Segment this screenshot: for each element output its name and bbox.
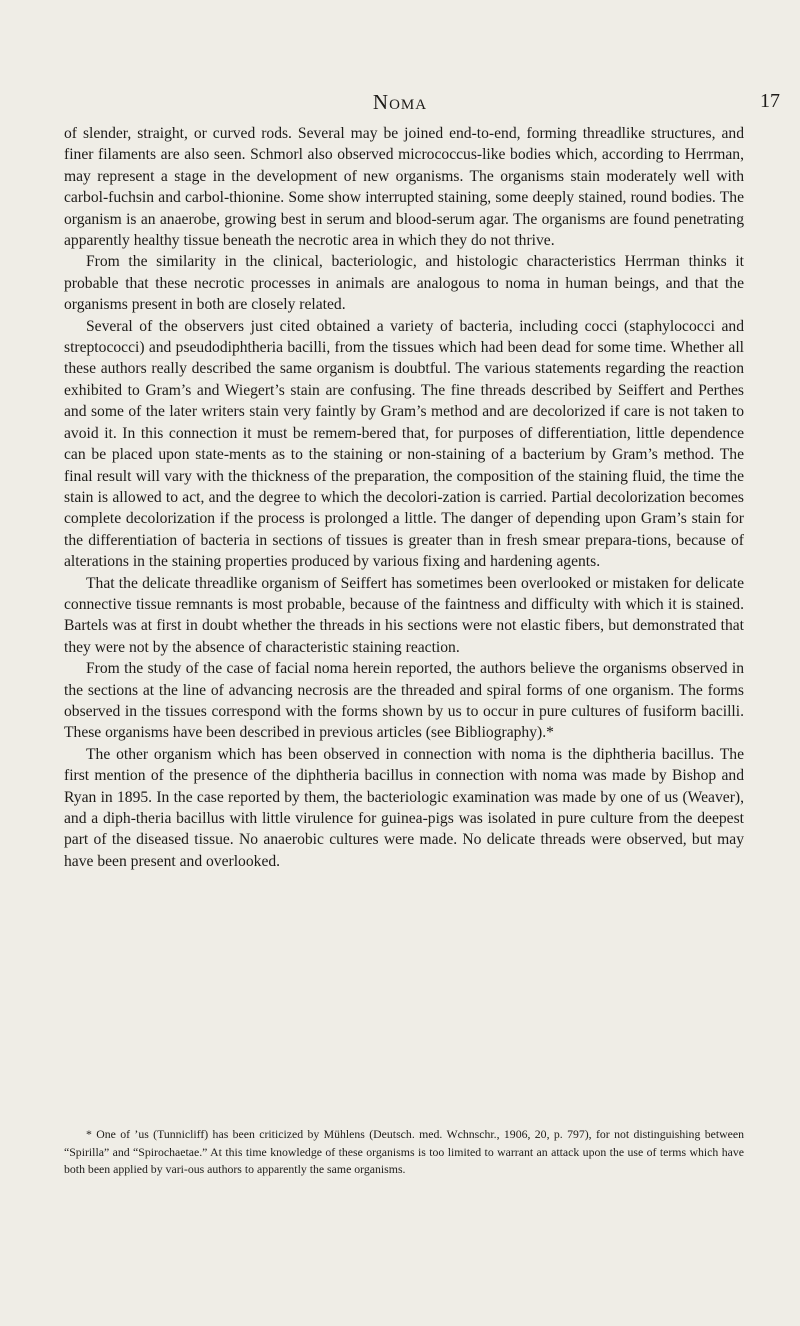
paragraph-6: The other organism which has been observed in connection with noma is the diphtheria bacillus. The first mention of the presence of the diphtheria bacillus in connection with noma was made by Bishop and Ryan in 1895. In the case reported by them, the bacteriologic examination was made by one of us (Weaver), and a diph-theria bacillus with little virulence for guinea-pigs was isolated in pure culture from the deepest part of the diseased tissue. No anaerobic cultures were made. No delicate threads were observed, but may have been present and overlooked. xyxy=(64,745,744,870)
paragraph-5: From the study of the case of facial noma herein reported, the authors believe the organisms observed in the sections at the line of advancing necrosis are the threaded and spiral forms of one organism. The forms observed in the tissues correspond with the forms shown by us to occur in pure cultures of fusiform bacilli. These organisms have been described in previous articles (see Bibliography).* xyxy=(64,660,744,742)
footnote: * One of ’us (Tunnicliff) has been criticized by Mühlens (Deutsch. med. Wchnschr., 1906, 20, p. 797), for not distinguishing between “Spirilla” and “Spirochaetae.” At this time knowledge of these organisms is too limited to warrant an attack upon the use of terms which have both been applied by vari-ous authors to apparently the same organisms. xyxy=(64,1127,744,1176)
paragraph-4: That the delicate threadlike organism of Seiffert has sometimes been overlooked or mistaken for delicate connective tissue remnants is most probable, because of the faintness and difficulty with which it is stained. Bartels was at first in doubt whether the threads in his sections were not elastic fibers, but demonstrated that they were not by the absence of characteristic staining reaction. xyxy=(64,574,744,656)
paragraph-3: Several of the observers just cited obtained a variety of bacteria, including cocci (staphylococci and streptococci) and pseudodiphtheria bacilli, from the tissues which had been dead for some time. Whether all these authors really described the same organism is doubtful. The various statements regarding the reaction exhibited to Gram’s and Wiegert’s stain are confusing. The fine threads described by Seiffert and Perthes and some of the later writers stain very faintly by Gram’s method and are decolorized if care is not taken to avoid it. In this connection it must be remem-bered that, for purposes of differentiation, little dependence can be placed upon state-ments as to the staining or non-staining of a bacterium by Gram’s method. The final result will vary with the thickness of the preparation, the composition of the staining fluid, the time the stain is allowed to act, and the degree to which the decolori-zation is carried. Partial decolorization becomes complete decolorization if the process is prolonged a little. The danger of depending upon Gram’s stain for the differentiation of bacteria in sections of tissues is greater than in fresh smear prepara-tions, because of alterations in the staining properties produced by various fixing and hardening agents. xyxy=(64,317,744,571)
paragraph-2: From the similarity in the clinical, bacteriologic, and histologic characteristics Herrman thinks it probable that these necrotic processes in animals are analogous to noma in human beings, and that the organisms present in both are closely related. xyxy=(64,253,744,314)
running-title: Noma xyxy=(372,90,428,114)
body-text xyxy=(64,123,744,872)
paragraph-1: of slender, straight, or curved rods. Several may be joined end-to-end, forming threadlike structures, and finer filaments are also seen. Schmorl also observed micrococcus-like bodies which, according to Herrman, may represent a stage in the development of new organisms. The organisms stain moderately well with carbol-fuchsin and carbol-thionine. Some show interrupted staining, some deeply stained, round bodies. The organism is an anaerobe, growing best in serum and blood-serum agar. The organisms are found penetrating apparently healthy tissue beneath the necrotic area in which they do not thrive. xyxy=(64,125,744,250)
page-number: 17 xyxy=(760,90,780,112)
